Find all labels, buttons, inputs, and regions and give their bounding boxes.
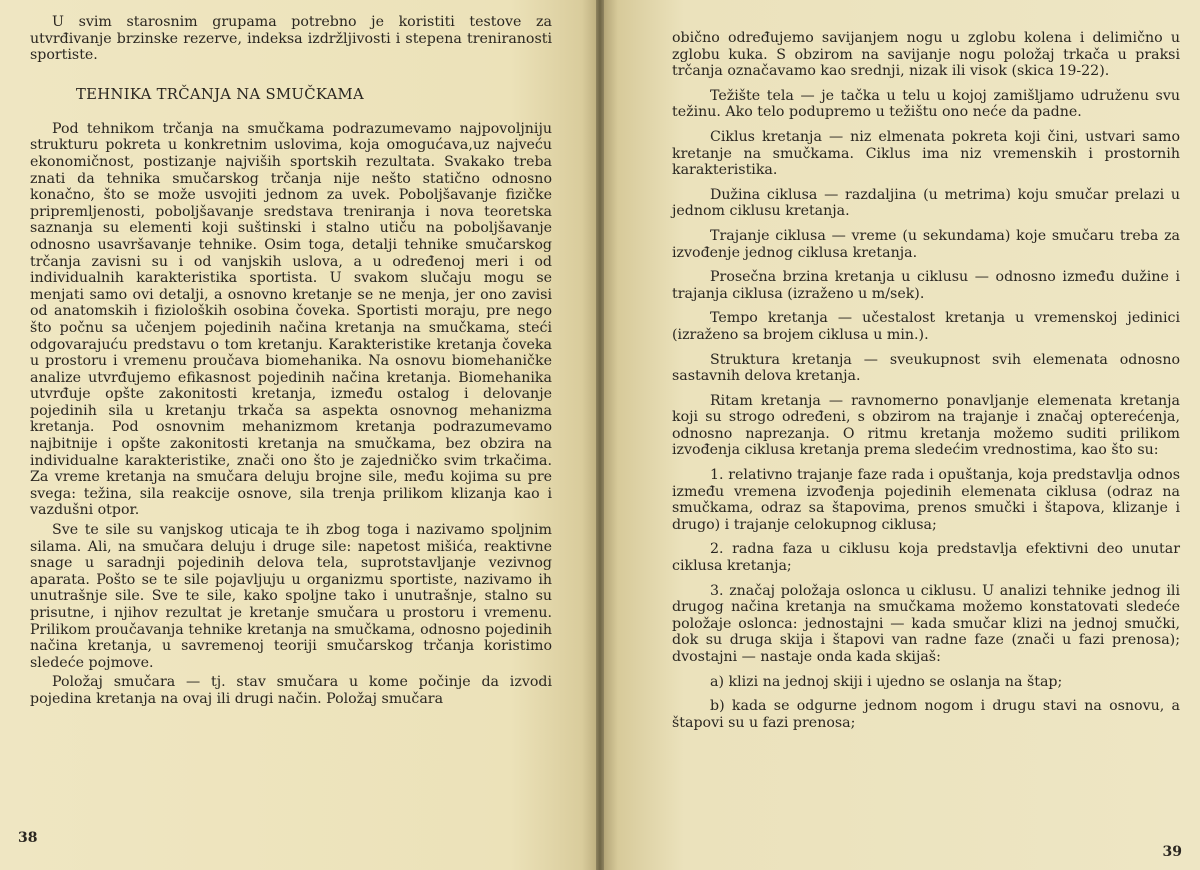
book-gutter	[596, 0, 604, 870]
page-number-right: 39	[1162, 844, 1182, 860]
right-page	[600, 0, 1200, 870]
definition-paragraph: Tempo kretanja — učestalost kretanja u vremenskoj jedinici (izraženo sa brojem ciklusa u min.).	[672, 310, 1180, 343]
definition-paragraph: Struktura kretanja — sveukupnost svih elemenata odnosno sastavnih delova kretanja.	[672, 351, 1180, 385]
definition-paragraph: Trajanje ciklusa — vreme (u sekundama) koje smučaru treba za izvođenje jednog ciklusa kretanja.	[672, 227, 1180, 261]
continuation-paragraph: obično određujemo savijanjem nogu u zglobu kolena i delimično u zglobu kuka. S obzirom na savijanje nogu položaj trkača u praksi trčanja označavamo kao srednji, nizak ili visok (skica 19-22).	[672, 30, 1180, 80]
list-item: 2. radna faza u ciklusu koja predstavlja efektivni deo unutar ciklusa kretanja;	[672, 541, 1180, 575]
list-item: b) kada se odgurne jednom nogom i drugu stavi na osnovu, a štapovi su u fazi prenosa;	[672, 698, 1180, 731]
definition-paragraph: Ritam kretanja — ravnomerno ponavljanje elemenata kretanja koji su strogo određeni, s obzirom na trajanje i značaj opterećenja, odnosno naprezanja. O ritmu kretanja možemo suditi prilikom izvođenja ciklusa kretanja prema sledećim vrednostima, kao što su:	[672, 392, 1180, 459]
body-paragraph: Pod tehnikom trčanja na smučkama podrazumevamo najpovoljniju strukturu pokreta u konkretnim uslovima, koja omogućava,uz najveću ekonomičnost, postizanje najviših sportskih rezultata. Svakako treba znati da tehnika smučarskog trčanja nije nešto statično odnosno konačno, što se može usvojiti jednom za uvek. Poboljšavanje fizičke pripremljenosti, poboljšavanje sredstava treniranja i nova teoretska saznanja su elementi koji suštinski i stalno utiču na poboljšavanje odnosno usavršavanje tehnike. Osim toga, detalji tehnike smučarskog trčanja zavisni su i od vanjskih uslova, a u određenoj meri i od individualnih karakteristika sportista. U svakom slučaju mogu se menjati samo ovi detalji, a osnovno kretanje se ne menja, jer ono zavisi od anatomskih i fizioloških osobina čoveka. Sportisti moraju, pre nego što počnu sa učenjem pojedinih načina kretanja na smučkama, steći odgovarajuću predstavu o tom kretanju. Karakteristike kretanja čoveka u prostoru i vremenu proučava biomehanika. Na osnovu biomehaničke analize utvrđujemo efikasnost pojedinih načina kretanja. Biomehanika utvrđuje opšte zakonitosti kretanja, između ostalog i delovanje pojedinih sila u kretanju trkača sa aspekta osnovnog mehanizma kretanja. Pod osnovnim mehanizmom kretanja podrazumevamo najbitnije i opšte zakonitosti kretanja na smučkama, bez obzira na individualne karakteristike, znači ono što je zajedničko svim trkačima. Za vreme kretanja na smučara deluju brojne sile, među kojima su pre svega: težina, sila reakcije osnove, sila trenja prilikom klizanja kao i vazdušni otpor.	[30, 120, 552, 519]
definition-paragraph: Ciklus kretanja — niz elmenata pokreta koji čini, ustvari samo kretanje na smučkama. Ciklus ima niz vremenskih i prostornih karakteristika.	[672, 128, 1180, 179]
body-paragraph: Položaj smučara — tj. stav smučara u kome počinje da izvodi pojedina kretanja na ovaj ili drugi način. Položaj smučara	[30, 674, 552, 707]
list-item: 3. značaj položaja oslonca u ciklusu. U analizi tehnike jednog ili drugog načina kretanja na smučkama možemo konstatovati sledeće položaje oslonca: jednostajni — kada smučar klizi na jednoj smučki, dok su druga skija i štapovi van radne faze (znači u fazi prenosa); dvostajni — nastaje onda kada skijaš:	[672, 582, 1180, 665]
section-heading: TEHNIKA TRČANJA NA SMUČKAMA	[76, 85, 364, 103]
intro-paragraph: U svim starosnim grupama potrebno je koristiti testove za utvrđivanje brzinske rezerve, indeksa izdržljivosti i stepena treniranosti sportiste.	[30, 14, 552, 64]
definition-paragraph: Dužina ciklusa — razdaljina (u metrima) koju smučar prelazi u jednom ciklusu kretanja.	[672, 186, 1180, 220]
body-paragraph: Sve te sile su vanjskog uticaja te ih zbog toga i nazivamo spoljnim silama. Ali, na smučara deluju i druge sile: napetost mišića, reaktivne snage u saradnji pojedinih delova tela, suprotstavljanje vezivnog aparata. Pošto se te sile pojavljuju u organizmu sportiste, nazivamo ih unutrašnje sile. Sve te sile, kako spoljne tako i unutrašnje, stalno su prisutne, i njihov rezultat je kretanje smučara u prostoru i vremenu. Prilikom proučavanja tehnike kretanja na smučkama, odnosno pojedinih načina kretanja, u savremenoj teoriji smučarskog trčanja koristimo sledeće pojmove.	[30, 522, 552, 671]
definition-paragraph: Težište tela — je tačka u telu u kojoj zamišljamo udruženu svu težinu. Ako telo podupremo u težištu ono neće da padne.	[672, 87, 1180, 121]
list-item: 1. relativno trajanje faze rada i opuštanja, koja predstavlja odnos između vremena izvođenja pojedinih elemenata ciklusa (odraz na smučkama, odraz sa štapovima, prenos smučki i štapova, klizanje i drugo) i trajanje celokupnog ciklusa;	[672, 467, 1180, 533]
list-item: a) klizi na jednoj skiji i ujedno se oslanja na štap;	[710, 673, 1063, 690]
definition-paragraph: Prosečna brzina kretanja u ciklusu — odnosno između dužine i trajanja ciklusa (izraženo u m/sek).	[672, 269, 1180, 302]
page-number-left: 38	[18, 830, 38, 846]
